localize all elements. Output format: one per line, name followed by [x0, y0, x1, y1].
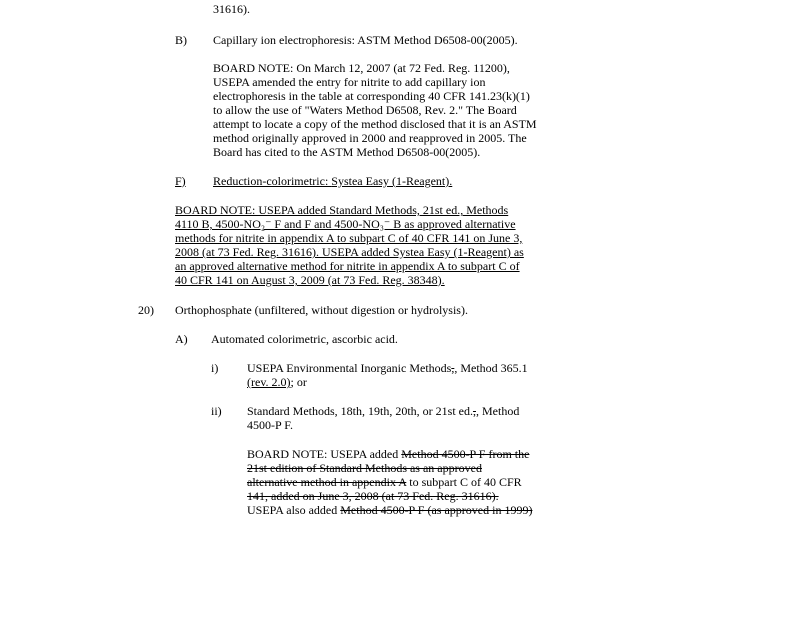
underlined-span: (rev. 2.0)	[247, 375, 291, 389]
item-f-text-plain: Reduction-colorimetric:	[213, 174, 332, 188]
note-line	[247, 503, 532, 517]
item-20-text: Orthophosphate (unfiltered, without digestion or hydrolysis).	[175, 303, 468, 317]
item-f-text-product: Systea Easy (1-Reagent).	[331, 174, 453, 188]
text-span: ; or	[290, 375, 307, 389]
note-line: BOARD NOTE: USEPA added Standard Methods, 21st ed., Methods	[175, 203, 509, 217]
struck-span: Method 4500-P F from the	[401, 447, 530, 461]
item-20a-i-line2	[247, 375, 307, 389]
note-line: Board has cited to the ASTM Method D6508-00(2005).	[213, 145, 481, 159]
continued-text-fragment: 31616).	[213, 2, 250, 16]
item-f-text	[213, 174, 452, 188]
note-line: 2008 (at 73 Fed. Reg. 31616). USEPA added Systea Easy (1-Reagent) as	[175, 245, 524, 259]
struck-span: ,	[472, 404, 476, 418]
text-span: USEPA also added	[247, 503, 341, 517]
struck-span: Method 4500-P F (as approved in 1999)	[340, 503, 533, 517]
note-line: 141, added on June 3, 2008 (at 73 Fed. Reg. 31616).	[247, 489, 499, 503]
text-span: , Method 365.1	[454, 361, 528, 375]
item-20a-ii-marker: ii)	[211, 404, 222, 418]
note-line: to allow the use of "Waters Method D6508, Rev. 2." The Board	[213, 103, 517, 117]
item-20a-ii-line1	[247, 404, 519, 418]
note-line: 4110 B, 4500-NO₂⁻ F and F and 4500-NO₃⁻ B as approved alternative	[175, 217, 516, 231]
note-line	[247, 475, 522, 489]
text-span: BOARD NOTE: USEPA added	[247, 447, 402, 461]
item-20a-i-marker: i)	[211, 361, 219, 375]
struck-span: alternative method in appendix A	[247, 475, 407, 489]
text-span: Standard Methods, 18th, 19th, 20th, or 21st ed.	[247, 404, 473, 418]
item-20a-text: Automated colorimetric, ascorbic acid.	[211, 332, 398, 346]
item-20a-i-line1	[247, 361, 528, 375]
note-line: an approved alternative method for nitrite in appendix A to subpart C of	[175, 259, 520, 273]
item-f-marker: F)	[175, 174, 186, 188]
note-line: electrophoresis in the table at corresponding 40 CFR 141.23(k)(1)	[213, 89, 530, 103]
text-span: USEPA Environmental Inorganic Methods	[247, 361, 452, 375]
note-line: attempt to locate a copy of the method disclosed that it is an ASTM	[213, 117, 537, 131]
note-line: USEPA amended the entry for nitrite to add capillary ion	[213, 75, 486, 89]
note-line: method originally approved in 2000 and reapproved in 2005. The	[213, 131, 527, 145]
item-20-marker: 20)	[138, 303, 154, 317]
item-20a-ii-line2: 4500-P F.	[247, 418, 293, 432]
struck-span: ,	[451, 361, 455, 375]
note-line: 21st edition of Standard Methods as an approved	[247, 461, 482, 475]
item-b-text: Capillary ion electrophoresis: ASTM Method D6508-00(2005).	[213, 33, 518, 47]
text-span: , Method	[475, 404, 520, 418]
item-b-marker: B)	[175, 33, 187, 47]
text-span: to subpart C of 40 CFR	[406, 475, 522, 489]
note-line: methods for nitrite in appendix A to subpart C of 40 CFR 141 on June 3,	[175, 231, 523, 245]
item-20a-marker: A)	[175, 332, 188, 346]
note-line: BOARD NOTE: On March 12, 2007 (at 72 Fed. Reg. 11200),	[213, 61, 510, 75]
note-line	[247, 447, 529, 461]
note-line: 40 CFR 141 on August 3, 2009 (at 73 Fed. Reg. 38348).	[175, 273, 445, 287]
